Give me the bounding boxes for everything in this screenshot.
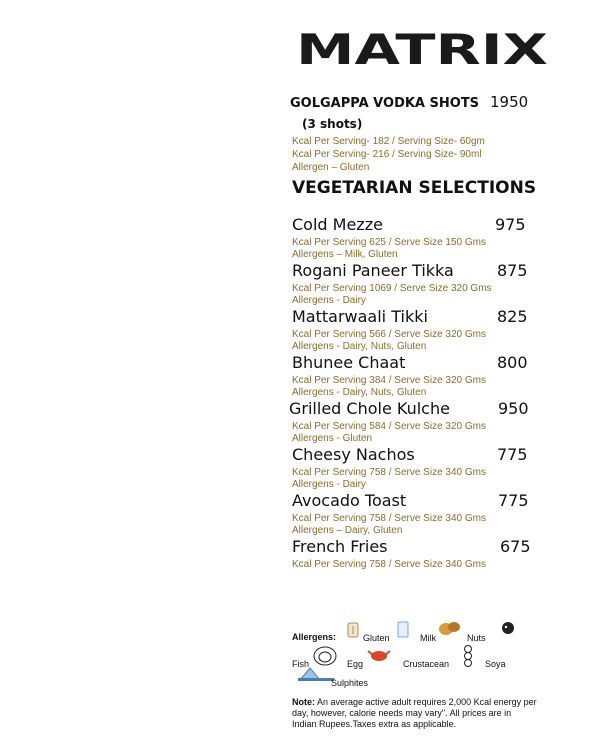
special-item-sub: (3 shots): [302, 117, 363, 131]
footer-note: [292, 697, 537, 730]
nuts-icon: [437, 618, 463, 638]
milk-icon: [396, 620, 410, 638]
dish-name: French Fries: [292, 537, 388, 556]
dish-allergens: Allergens – Dairy, Gluten: [292, 525, 403, 536]
dish-kcal: Kcal Per Serving 625 / Serve Size 150 Gms: [292, 237, 486, 248]
sulphites-icon: [296, 666, 336, 682]
legend-egg: Egg: [347, 659, 364, 669]
dish-name: Cold Mezze: [292, 215, 383, 234]
dish-allergens: Allergens - Dairy: [292, 479, 366, 490]
dish-kcal: Kcal Per Serving 758 / Serve Size 340 Gms: [292, 513, 486, 524]
dish-price: 825: [497, 307, 528, 326]
legend-sulphites: Sulphites: [331, 678, 369, 688]
legend-soya: Soya: [485, 659, 506, 669]
dish-price: 800: [497, 353, 528, 372]
dish-allergens: Allergens - Gluten: [292, 433, 373, 444]
legend-crustacean: Crustacean: [403, 659, 450, 669]
note-label: Note:: [292, 697, 315, 707]
dish-kcal: Kcal Per Serving 566 / Serve Size 320 Gms: [292, 329, 486, 340]
dish-allergens: Allergens - Dairy, Nuts, Gluten: [292, 341, 427, 352]
dish-kcal: Kcal Per Serving 384 / Serve Size 320 Gms: [292, 375, 486, 386]
special-allergen: Allergen – Gluten: [292, 162, 370, 173]
special-item-price: 1950: [490, 93, 529, 111]
fish-icon: [500, 620, 516, 636]
dish-kcal: Kcal Per Serving 1069 / Serve Size 320 Gms: [292, 283, 492, 294]
dish-price: 975: [495, 215, 526, 234]
legend-title: Allergens:: [292, 632, 337, 642]
dish-price: 875: [497, 261, 528, 280]
dish-name: Bhunee Chaat: [292, 353, 406, 372]
egg-icon: [312, 645, 338, 667]
dish-kcal: Kcal Per Serving 584 / Serve Size 320 Gms: [292, 421, 486, 432]
special-kcal-1: Kcal Per Serving- 182 / Serving Size- 60gm: [292, 136, 485, 147]
soya-icon: [462, 644, 474, 668]
special-kcal-2: Kcal Per Serving- 216 / Serving Size- 90ml: [292, 149, 482, 160]
crab-icon: [365, 646, 393, 664]
matrix-logo: [296, 28, 548, 68]
special-item-name: GOLGAPPA VODKA SHOTS: [290, 96, 480, 111]
dish-price: 775: [498, 491, 529, 510]
dish-kcal: Kcal Per Serving 758 / Serve Size 340 Gms: [292, 559, 486, 570]
dish-price: 950: [498, 399, 529, 418]
dish-kcal: Kcal Per Serving 758 / Serve Size 340 Gms: [292, 467, 486, 478]
legend-gluten: Gluten: [363, 633, 390, 643]
dish-name: Rogani Paneer Tikka: [292, 261, 454, 280]
dish-allergens: Allergens - Dairy, Nuts, Gluten: [292, 387, 427, 398]
dish-name: Mattarwaali Tikki: [292, 307, 428, 326]
section-title: VEGETARIAN SELECTIONS: [292, 178, 537, 198]
dish-price: 775: [497, 445, 528, 464]
dish-price: 675: [500, 537, 531, 556]
svg-text:MATRIX: MATRIX: [296, 28, 548, 68]
dish-allergens: Allergens – Milk, Gluten: [292, 249, 398, 260]
legend-milk: Milk: [420, 633, 436, 643]
dish-allergens: Allergens - Dairy: [292, 295, 366, 306]
legend-nuts: Nuts: [467, 633, 486, 643]
gluten-icon: [346, 620, 360, 638]
legend-fish: Fish: [292, 659, 310, 669]
note-text: An average active adult requires 2,000 Kcal energy per day, however, calorie needs may vary". All prices are in Indian Rupees.Taxes extra as applicable.: [292, 697, 537, 729]
dish-name: Grilled Chole Kulche: [289, 399, 450, 418]
dish-name: Cheesy Nachos: [292, 445, 415, 464]
dish-name: Avocado Toast: [292, 491, 407, 510]
